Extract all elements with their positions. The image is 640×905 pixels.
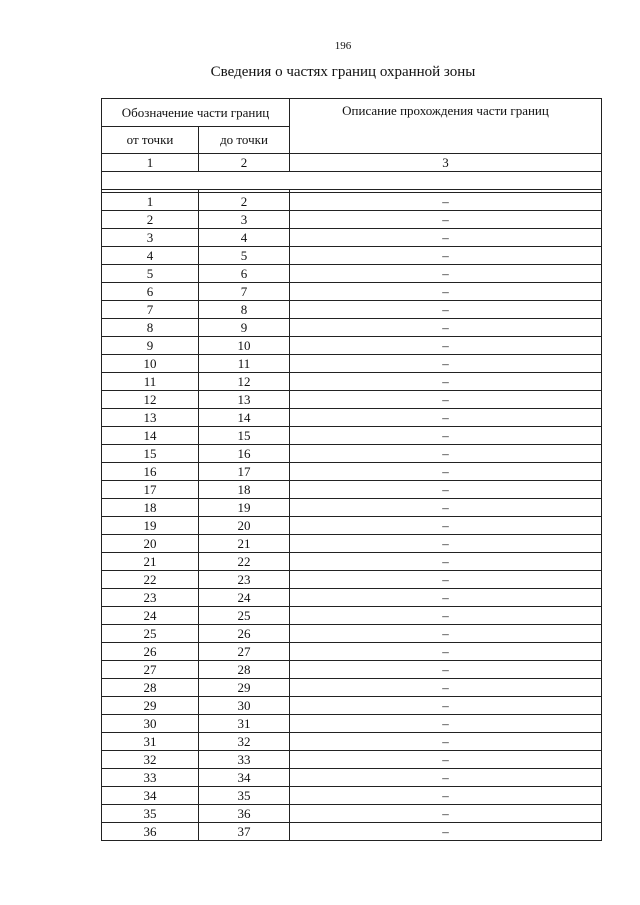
to-point-cell: 25: [199, 607, 290, 625]
to-point-cell: 31: [199, 715, 290, 733]
blank-row: [102, 172, 602, 190]
blank-cell: [102, 172, 602, 190]
description-cell: –: [290, 373, 602, 391]
description-cell: –: [290, 481, 602, 499]
from-point-cell: 24: [102, 607, 199, 625]
column-number: 2: [199, 154, 290, 172]
from-point-cell: 26: [102, 643, 199, 661]
page-number: 196: [334, 40, 352, 52]
to-point-cell: 5: [199, 247, 290, 265]
description-header: Описание прохождения части границ: [290, 99, 602, 154]
table-row: [102, 697, 602, 715]
table-row: [102, 445, 602, 463]
description-cell: –: [290, 589, 602, 607]
from-point-cell: 19: [102, 517, 199, 535]
from-point-cell: 11: [102, 373, 199, 391]
to-point-cell: 21: [199, 535, 290, 553]
table-row: [102, 625, 602, 643]
description-cell: –: [290, 679, 602, 697]
to-point-cell: 19: [199, 499, 290, 517]
to-point-cell: 28: [199, 661, 290, 679]
from-point-cell: 10: [102, 355, 199, 373]
description-cell: –: [290, 229, 602, 247]
from-point-cell: 27: [102, 661, 199, 679]
from-point-cell: 7: [102, 301, 199, 319]
to-point-cell: 34: [199, 769, 290, 787]
to-point-cell: 23: [199, 571, 290, 589]
table-row: [102, 607, 602, 625]
from-point-cell: 18: [102, 499, 199, 517]
table-row: [102, 571, 602, 589]
description-cell: –: [290, 391, 602, 409]
description-cell: –: [290, 427, 602, 445]
table-row: [102, 589, 602, 607]
from-point-cell: 29: [102, 697, 199, 715]
table-row: [102, 319, 602, 337]
table-row: [102, 823, 602, 841]
from-point-cell: 28: [102, 679, 199, 697]
table-row: [102, 715, 602, 733]
from-point-header: от точки: [102, 127, 199, 154]
column-number: 3: [290, 154, 602, 172]
description-cell: –: [290, 769, 602, 787]
table-row: [102, 643, 602, 661]
to-point-cell: 4: [199, 229, 290, 247]
description-cell: –: [290, 301, 602, 319]
from-point-cell: 32: [102, 751, 199, 769]
from-point-cell: 8: [102, 319, 199, 337]
description-cell: –: [290, 319, 602, 337]
description-cell: –: [290, 787, 602, 805]
description-cell: –: [290, 535, 602, 553]
description-cell: –: [290, 823, 602, 841]
from-point-cell: 23: [102, 589, 199, 607]
description-cell: –: [290, 463, 602, 481]
from-point-cell: 30: [102, 715, 199, 733]
to-point-cell: 37: [199, 823, 290, 841]
to-point-cell: 32: [199, 733, 290, 751]
to-point-cell: 36: [199, 805, 290, 823]
description-cell: –: [290, 805, 602, 823]
to-point-cell: 3: [199, 211, 290, 229]
to-point-cell: 24: [199, 589, 290, 607]
from-point-cell: 5: [102, 265, 199, 283]
table-row: [102, 733, 602, 751]
from-point-cell: 9: [102, 337, 199, 355]
table-row: [102, 517, 602, 535]
from-point-cell: 16: [102, 463, 199, 481]
table-row: [102, 301, 602, 319]
column-number: 1: [102, 154, 199, 172]
table-row: [102, 211, 602, 229]
table-row: [102, 265, 602, 283]
column-number-row: [102, 154, 602, 172]
table-row: [102, 499, 602, 517]
table-row: [102, 337, 602, 355]
table-header-row: [102, 99, 602, 127]
table-row: [102, 805, 602, 823]
description-cell: –: [290, 355, 602, 373]
to-point-header: до точки: [199, 127, 290, 154]
from-point-cell: 33: [102, 769, 199, 787]
table-row: [102, 427, 602, 445]
from-point-cell: 34: [102, 787, 199, 805]
table-row: [102, 373, 602, 391]
description-cell: –: [290, 643, 602, 661]
from-point-cell: 13: [102, 409, 199, 427]
from-point-cell: 35: [102, 805, 199, 823]
table-row: [102, 787, 602, 805]
to-point-cell: 29: [199, 679, 290, 697]
to-point-cell: 33: [199, 751, 290, 769]
from-point-cell: 25: [102, 625, 199, 643]
table-row: [102, 409, 602, 427]
table-row: [102, 193, 602, 211]
to-point-cell: 10: [199, 337, 290, 355]
to-point-cell: 7: [199, 283, 290, 301]
from-point-cell: 2: [102, 211, 199, 229]
to-point-cell: 27: [199, 643, 290, 661]
to-point-cell: 15: [199, 427, 290, 445]
description-cell: –: [290, 661, 602, 679]
to-point-cell: 18: [199, 481, 290, 499]
from-point-cell: 17: [102, 481, 199, 499]
description-cell: –: [290, 607, 602, 625]
description-cell: –: [290, 697, 602, 715]
table-row: [102, 463, 602, 481]
from-point-cell: 12: [102, 391, 199, 409]
boundary-parts-table: [101, 98, 602, 841]
table-row: [102, 751, 602, 769]
to-point-cell: 30: [199, 697, 290, 715]
to-point-cell: 16: [199, 445, 290, 463]
description-cell: –: [290, 211, 602, 229]
table-row: [102, 679, 602, 697]
from-point-cell: 36: [102, 823, 199, 841]
from-point-cell: 1: [102, 193, 199, 211]
description-cell: –: [290, 445, 602, 463]
from-point-cell: 31: [102, 733, 199, 751]
description-cell: –: [290, 265, 602, 283]
from-point-cell: 6: [102, 283, 199, 301]
to-point-cell: 12: [199, 373, 290, 391]
from-point-cell: 4: [102, 247, 199, 265]
description-cell: –: [290, 733, 602, 751]
document-title: Сведения о частях границ охранной зоны: [210, 64, 476, 80]
to-point-cell: 2: [199, 193, 290, 211]
to-point-cell: 35: [199, 787, 290, 805]
from-point-cell: 14: [102, 427, 199, 445]
from-point-cell: 21: [102, 553, 199, 571]
table-row: [102, 553, 602, 571]
description-cell: –: [290, 247, 602, 265]
to-point-cell: 26: [199, 625, 290, 643]
from-point-cell: 15: [102, 445, 199, 463]
table-row: [102, 247, 602, 265]
to-point-cell: 9: [199, 319, 290, 337]
description-cell: –: [290, 193, 602, 211]
to-point-cell: 6: [199, 265, 290, 283]
table-row: [102, 391, 602, 409]
to-point-cell: 11: [199, 355, 290, 373]
description-cell: –: [290, 553, 602, 571]
description-cell: –: [290, 337, 602, 355]
to-point-cell: 20: [199, 517, 290, 535]
table-row: [102, 481, 602, 499]
description-cell: –: [290, 499, 602, 517]
to-point-cell: 14: [199, 409, 290, 427]
description-cell: –: [290, 751, 602, 769]
description-cell: –: [290, 517, 602, 535]
table-row: [102, 535, 602, 553]
table-row: [102, 283, 602, 301]
description-cell: –: [290, 715, 602, 733]
from-point-cell: 3: [102, 229, 199, 247]
description-cell: –: [290, 283, 602, 301]
table-row: [102, 769, 602, 787]
description-cell: –: [290, 571, 602, 589]
from-point-cell: 20: [102, 535, 199, 553]
table-row: [102, 229, 602, 247]
to-point-cell: 13: [199, 391, 290, 409]
table-row: [102, 661, 602, 679]
part-designation-header: Обозначение части границ: [102, 99, 290, 127]
to-point-cell: 8: [199, 301, 290, 319]
to-point-cell: 17: [199, 463, 290, 481]
to-point-cell: 22: [199, 553, 290, 571]
description-cell: –: [290, 409, 602, 427]
description-cell: –: [290, 625, 602, 643]
table-row: [102, 355, 602, 373]
from-point-cell: 22: [102, 571, 199, 589]
